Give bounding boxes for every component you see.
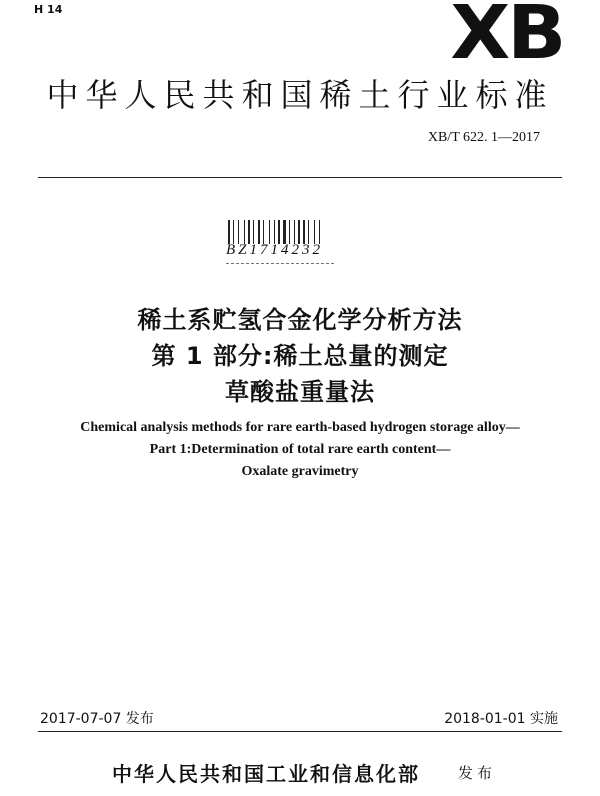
- barcode-bar: [276, 220, 277, 244]
- barcode-bar: [231, 220, 232, 244]
- barcode-bar: [238, 220, 239, 244]
- barcode-bar: [310, 220, 313, 244]
- title-cn-line-1: 稀土系贮氢合金化学分析方法: [137, 306, 463, 334]
- barcode-bar: [321, 220, 322, 244]
- barcode-bar: [291, 220, 293, 244]
- barcode-bar: [287, 220, 288, 244]
- title-cn-line-3: 草酸盐重量法: [225, 378, 375, 406]
- barcode-bar: [298, 220, 300, 244]
- barcode-bar: [294, 220, 295, 244]
- barcode-bar: [283, 220, 286, 244]
- barcode-bar: [255, 220, 257, 244]
- barcode-bar: [274, 220, 275, 244]
- barcode-bar: [314, 220, 315, 244]
- header-divider: [38, 177, 562, 178]
- barcode-bar: [244, 220, 245, 244]
- barcode-bar: [265, 220, 268, 244]
- barcode-bar: [233, 220, 234, 244]
- barcode-bar: [281, 220, 282, 244]
- barcode-underline: [226, 263, 334, 264]
- barcode-bar: [308, 220, 309, 244]
- barcode-bar: [240, 220, 243, 244]
- barcode-bar: [246, 220, 247, 244]
- publish-date: 2017-07-07 发布: [40, 711, 154, 727]
- organization-title: 中华人民共和国稀土行业标准: [46, 76, 554, 114]
- barcode-bar: [261, 220, 262, 244]
- barcode-bar: [301, 220, 302, 244]
- title-en-line-3: Oxalate gravimetry: [241, 464, 359, 479]
- barcode-bar: [306, 220, 307, 244]
- title-en-line-2: Part 1:Determination of total rare earth content—: [149, 442, 451, 457]
- implement-date: 2018-01-01 实施: [444, 711, 558, 727]
- title-cn-line-2: 第 1 部分:稀土总量的测定: [151, 342, 449, 370]
- standard-number: XB/T 622. 1—2017: [427, 130, 540, 145]
- barcode-bar: [289, 220, 290, 244]
- barcode-bar: [263, 220, 264, 244]
- barcode-bar: [269, 220, 270, 244]
- barcode-number: BZ1714232: [226, 242, 324, 258]
- barcode-icon: [228, 220, 334, 244]
- barcode-bar: [316, 220, 318, 244]
- title-en-line-1: Chemical analysis methods for rare earth-based hydrogen storage alloy—: [80, 420, 520, 435]
- barcode-bar: [296, 220, 297, 244]
- barcode-bar: [251, 220, 252, 244]
- barcode-bar: [248, 220, 250, 244]
- barcode-bar: [303, 220, 305, 244]
- barcode-bar: [278, 220, 280, 244]
- issuing-authority: 中华人民共和国工业和信息化部: [112, 762, 420, 786]
- footer-divider: [38, 731, 562, 732]
- barcode-bar: [228, 220, 230, 244]
- barcode-bar: [253, 220, 254, 244]
- barcode-bar: [319, 220, 320, 244]
- issue-label: 发布: [458, 764, 497, 782]
- barcode-bar: [235, 220, 237, 244]
- xb-logo: XB: [449, 0, 563, 76]
- ics-code: H 14: [34, 3, 63, 16]
- barcode-bar: [258, 220, 260, 244]
- barcode-bar: [271, 220, 273, 244]
